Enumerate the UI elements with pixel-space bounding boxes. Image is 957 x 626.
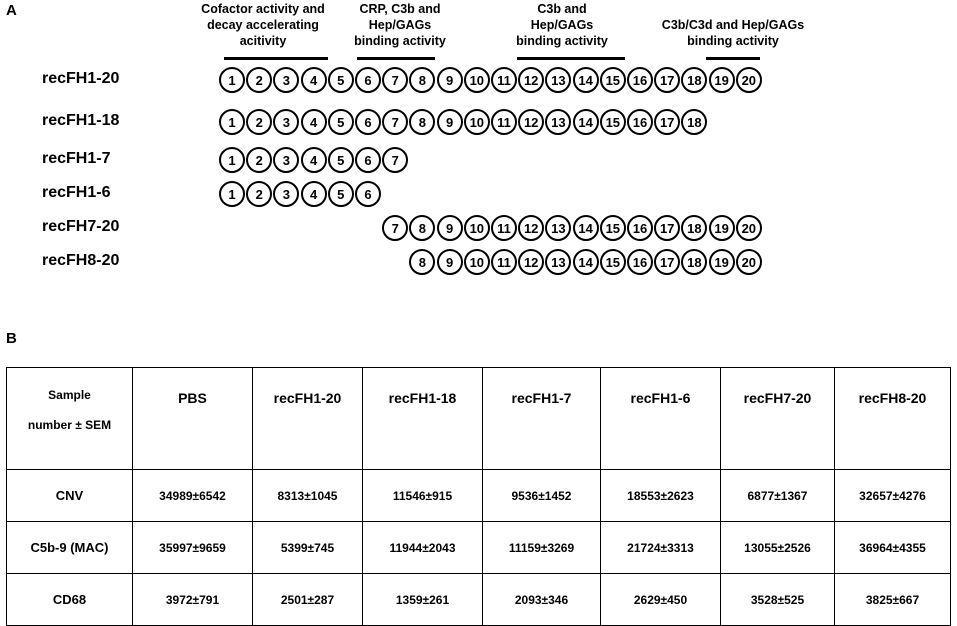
domain-circle: 12 — [518, 109, 544, 135]
domain-circle: 9 — [437, 249, 463, 275]
domain-circle: 4 — [301, 147, 327, 173]
table-cell: 1359±261 — [363, 574, 483, 626]
header-sample: Sample — [48, 388, 91, 402]
construct-label: recFH1-7 — [42, 150, 111, 167]
domain-circle: 9 — [437, 109, 463, 135]
construct-label: recFH1-18 — [42, 112, 120, 129]
domain-circle: 7 — [382, 147, 408, 173]
domain-circle: 3 — [273, 181, 299, 207]
table-cell: 11944±2043 — [363, 522, 483, 574]
table-cell: 6877±1367 — [721, 470, 835, 522]
domain-circle: 16 — [627, 109, 653, 135]
annotation-bar-cofactor — [224, 57, 328, 60]
domain-circle: 13 — [545, 67, 571, 93]
domain-circle: 19 — [709, 249, 735, 275]
domain-circle: 4 — [301, 181, 327, 207]
domain-circle: 11 — [491, 249, 517, 275]
table-cell: 13055±2526 — [721, 522, 835, 574]
table-header-row — [7, 368, 951, 470]
domain-circle: 20 — [736, 67, 762, 93]
domain-circle: 10 — [464, 249, 490, 275]
domain-circle: 10 — [464, 109, 490, 135]
table-cell: 9536±1452 — [483, 470, 601, 522]
domain-circle: 15 — [600, 67, 626, 93]
table-row — [7, 574, 951, 626]
table-cell: 3825±667 — [835, 574, 951, 626]
table-cell: 2093±346 — [483, 574, 601, 626]
domain-circle: 15 — [600, 109, 626, 135]
domain-circle: 18 — [681, 249, 707, 275]
table-cell: 11546±915 — [363, 470, 483, 522]
annotation-crp: CRP, C3b and Hep/GAGs binding activity — [354, 2, 446, 48]
domain-circle: 3 — [273, 109, 299, 135]
domain-circle: 17 — [654, 67, 680, 93]
domain-circle: 8 — [409, 109, 435, 135]
column-header: recFH1-18 — [363, 368, 483, 470]
table-cell: 34989±6542 — [133, 470, 253, 522]
domain-circle: 14 — [573, 67, 599, 93]
domain-circle: 11 — [491, 215, 517, 241]
construct-label: recFH7-20 — [42, 218, 120, 235]
domain-circle: 14 — [573, 109, 599, 135]
results-table — [6, 367, 951, 626]
domain-circle: 18 — [681, 215, 707, 241]
domain-circle: 6 — [355, 181, 381, 207]
domain-circle: 2 — [246, 181, 272, 207]
domain-circle: 1 — [219, 147, 245, 173]
table-cell: 3972±791 — [133, 574, 253, 626]
domain-circle: 11 — [491, 67, 517, 93]
table-cell: 2501±287 — [253, 574, 363, 626]
domain-circle: 8 — [409, 215, 435, 241]
column-header: recFH1-7 — [483, 368, 601, 470]
domain-circle: 19 — [709, 67, 735, 93]
domain-circle: 7 — [382, 109, 408, 135]
domain-circle: 12 — [518, 249, 544, 275]
annotation-bar-c3b — [517, 57, 625, 60]
domain-circle: 1 — [219, 181, 245, 207]
domain-circle: 18 — [681, 109, 707, 135]
domain-circle: 5 — [328, 67, 354, 93]
domain-circle: 6 — [355, 109, 381, 135]
domain-circle: 1 — [219, 67, 245, 93]
column-header: recFH1-6 — [601, 368, 721, 470]
domain-circle: 15 — [600, 249, 626, 275]
panel-a-label: A — [6, 2, 17, 19]
table-cell: 8313±1045 — [253, 470, 363, 522]
domain-circle: 13 — [545, 249, 571, 275]
column-header: recFH8-20 — [835, 368, 951, 470]
domain-circle: 1 — [219, 109, 245, 135]
table-corner-header — [7, 368, 133, 470]
domain-circle: 6 — [355, 67, 381, 93]
annotation-c3d: C3b/C3d and Hep/GAGs binding activity — [661, 18, 805, 48]
annotation-bar-c3d — [706, 57, 760, 60]
column-header: recFH7-20 — [721, 368, 835, 470]
row-label: C5b-9 (MAC) — [7, 522, 133, 574]
domain-circle: 16 — [627, 215, 653, 241]
table-cell: 21724±3313 — [601, 522, 721, 574]
table-cell: 5399±745 — [253, 522, 363, 574]
row-label: CNV — [7, 470, 133, 522]
domain-circle: 9 — [437, 215, 463, 241]
header-number-sem: number ± SEM — [27, 418, 112, 432]
domain-circle: 9 — [437, 67, 463, 93]
column-header: recFH1-20 — [253, 368, 363, 470]
domain-circle: 2 — [246, 147, 272, 173]
domain-circle: 7 — [382, 67, 408, 93]
domain-circle: 16 — [627, 67, 653, 93]
column-header: PBS — [133, 368, 253, 470]
table-cell: 18553±2623 — [601, 470, 721, 522]
domain-circle: 19 — [709, 215, 735, 241]
domain-circle: 2 — [246, 67, 272, 93]
domain-circle: 3 — [273, 67, 299, 93]
domain-circle: 4 — [301, 67, 327, 93]
domain-circle: 5 — [328, 147, 354, 173]
panel-b-label: B — [6, 330, 17, 347]
domain-circle: 10 — [464, 215, 490, 241]
domain-circle: 6 — [355, 147, 381, 173]
domain-circle: 8 — [409, 67, 435, 93]
domain-circle: 4 — [301, 109, 327, 135]
domain-circle: 17 — [654, 215, 680, 241]
domain-circle: 7 — [382, 215, 408, 241]
domain-circle: 3 — [273, 147, 299, 173]
annotation-cofactor: Cofactor activity and decay accelerating acitivity — [201, 2, 325, 48]
table-cell: 32657±4276 — [835, 470, 951, 522]
table-cell: 36964±4355 — [835, 522, 951, 574]
domain-circle: 13 — [545, 215, 571, 241]
table-cell: 3528±525 — [721, 574, 835, 626]
domain-circle: 12 — [518, 215, 544, 241]
construct-label: recFH1-20 — [42, 70, 120, 87]
domain-circle: 14 — [573, 215, 599, 241]
domain-circle: 17 — [654, 249, 680, 275]
annotation-c3b: C3b and Hep/GAGs binding activity — [516, 2, 608, 48]
domain-circle: 12 — [518, 67, 544, 93]
domain-circle: 8 — [409, 249, 435, 275]
domain-circle: 15 — [600, 215, 626, 241]
construct-label: recFH8-20 — [42, 252, 120, 269]
domain-circle: 14 — [573, 249, 599, 275]
table-cell: 11159±3269 — [483, 522, 601, 574]
domain-circle: 20 — [736, 249, 762, 275]
table-row — [7, 470, 951, 522]
table-row — [7, 522, 951, 574]
row-label: CD68 — [7, 574, 133, 626]
domain-circle: 11 — [491, 109, 517, 135]
domain-circle: 5 — [328, 109, 354, 135]
domain-circle: 2 — [246, 109, 272, 135]
domain-circle: 10 — [464, 67, 490, 93]
table-cell: 2629±450 — [601, 574, 721, 626]
domain-circle: 16 — [627, 249, 653, 275]
domain-circle: 13 — [545, 109, 571, 135]
domain-circle: 18 — [681, 67, 707, 93]
table-cell: 35997±9659 — [133, 522, 253, 574]
annotation-bar-crp — [357, 57, 435, 60]
construct-label: recFH1-6 — [42, 184, 111, 201]
domain-circle: 20 — [736, 215, 762, 241]
domain-circle: 5 — [328, 181, 354, 207]
domain-circle: 17 — [654, 109, 680, 135]
